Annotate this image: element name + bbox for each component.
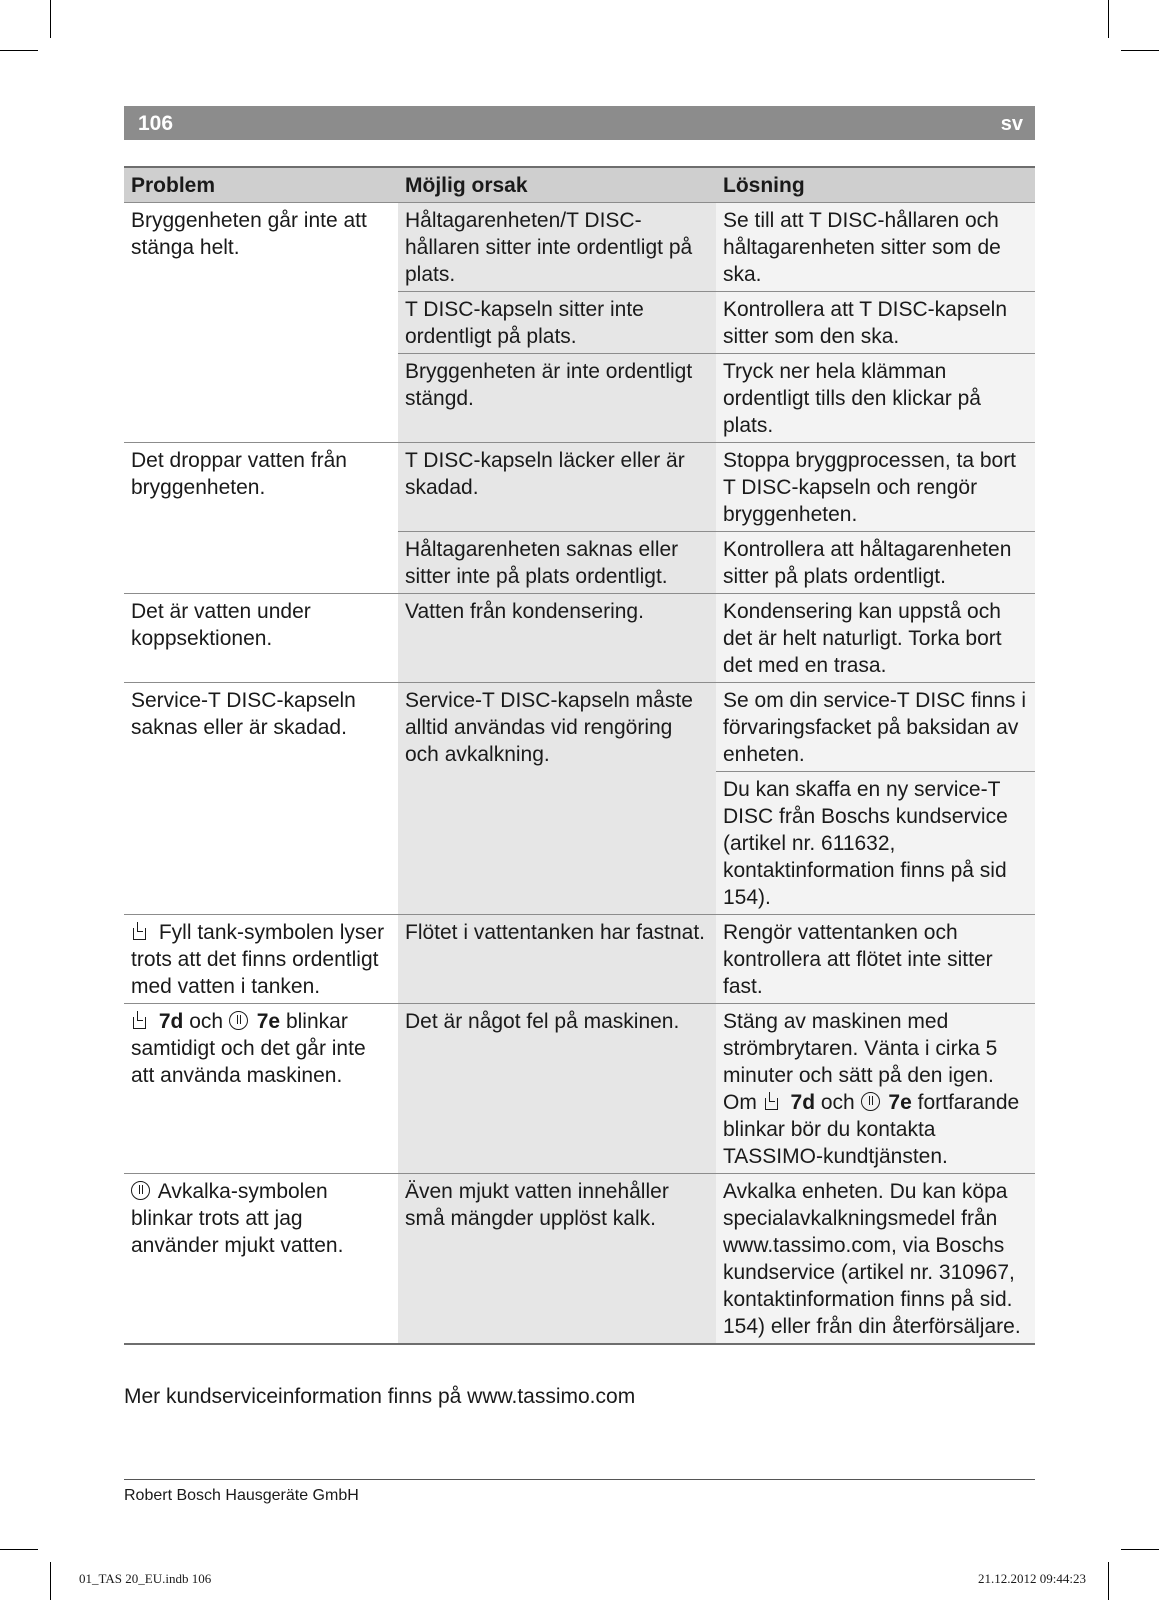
fill-tank-icon [131,1011,150,1030]
cause-cell: T DISC-kapseln läcker eller är skadad. [398,443,716,532]
solution-cell: Kontrollera att T DISC-kapseln sitter som den ska. [716,292,1035,354]
crop-mark [0,1549,38,1550]
language-code: sv [1000,113,1023,135]
crop-mark [1121,1549,1159,1550]
table-row [124,1174,1035,1345]
descale-icon [861,1092,880,1111]
column-header-cause: Möjlig orsak [398,167,716,203]
problem-text: Avkalka-symbolen blinkar trots att jag använder mjukt vatten. [131,1180,344,1257]
problem-cell [124,915,398,1004]
solution-text: fortfarande blinkar bör du kontakta TASSIMO-kundtjänsten. [723,1091,1020,1168]
solution-cell: Avkalka enheten. Du kan köpa specialavkalkningsmedel från www.tassimo.com, via Boschs kundservice (artikel nr. 310967, kontaktinformation finns på sid. 154) eller från din återförsäljare. [716,1174,1035,1345]
table-header-row [124,167,1035,203]
crop-mark [50,0,51,38]
table-row [124,683,1035,772]
crop-mark [1108,1562,1109,1600]
solution-cell: Tryck ner hela klämman ordentligt tills den klickar på plats. [716,354,1035,443]
page-number: 106 [138,112,174,135]
crop-mark [1108,0,1109,38]
problem-cell: Service-T DISC-kapseln saknas eller är skadad. [124,683,398,915]
table-row [124,443,1035,532]
descale-icon [229,1011,248,1030]
error-code: 7e [256,1010,281,1033]
error-code: 7d [158,1010,184,1033]
column-header-problem: Problem [124,167,398,203]
problem-cell [124,1004,398,1174]
problem-text: blinkar samtidigt och det går inte att använda maskinen. [131,1010,366,1087]
problem-cell: Det droppar vatten från bryggenheten. [124,443,398,594]
cause-cell: Håltagarenheten/T DISC-hållaren sitter inte ordentligt på plats. [398,203,716,292]
cause-cell: Vatten från kondensering. [398,594,716,683]
connector-text: och [820,1091,855,1114]
print-slug-file: 01_TAS 20_EU.indb 106 [79,1571,212,1586]
column-header-solution: Lösning [716,167,1035,203]
footer-company: Robert Bosch Hausgeräte GmbH [124,1487,359,1504]
problem-cell [124,1174,398,1345]
cause-cell: Flötet i vattentanken har fastnat. [398,915,716,1004]
connector-text: och [189,1010,224,1033]
solution-cell: Se om din service-T DISC finns i förvaringsfacket på baksidan av enheten. [716,683,1035,772]
solution-cell: Se till att T DISC-hållaren och håltagarenheten sitter som de ska. [716,203,1035,292]
table-row [124,203,1035,292]
problem-cell: Det är vatten under koppsektionen. [124,594,398,683]
troubleshooting-table [124,166,1035,1345]
error-code: 7e [888,1091,912,1114]
solution-cell: Rengör vattentanken och kontrollera att flötet inte sitter fast. [716,915,1035,1004]
crop-mark [0,50,38,51]
crop-mark [1121,50,1159,51]
footer-divider [124,1479,1035,1480]
crop-mark [50,1562,51,1600]
fill-tank-icon [763,1092,782,1111]
solution-cell: Stoppa bryggprocessen, ta bort T DISC-kapseln och rengör bryggenheten. [716,443,1035,532]
page-header-bar [124,106,1035,140]
solution-cell [716,1004,1035,1174]
problem-cell: Bryggenheten går inte att stänga helt. [124,203,398,443]
solution-text: Stäng av maskinen med strömbrytaren. Vänta i cirka 5 minuter och sätt på den igen. Om [723,1010,998,1114]
solution-cell: Kontrollera att håltagarenheten sitter på plats ordentligt. [716,532,1035,594]
cause-cell: Det är något fel på maskinen. [398,1004,716,1174]
problem-text: Fyll tank-symbolen lyser trots att det finns ordentligt med vatten i tanken. [131,921,385,998]
table-row [124,915,1035,1004]
cause-cell: Bryggenheten är inte ordentligt stängd. [398,354,716,443]
cause-cell: T DISC-kapseln sitter inte ordentligt på plats. [398,292,716,354]
descale-icon [131,1181,150,1200]
cause-cell: Även mjukt vatten innehåller små mängder upplöst kalk. [398,1174,716,1345]
customer-service-note: Mer kundserviceinformation finns på www.tassimo.com [124,1385,636,1408]
solution-cell: Du kan skaffa en ny service-T DISC från Boschs kundservice (artikel nr. 611632, kontaktinformation finns på sid 154). [716,772,1035,915]
cause-cell: Service-T DISC-kapseln måste alltid användas vid rengöring och avkalkning. [398,683,716,915]
cause-cell: Håltagarenheten saknas eller sitter inte på plats ordentligt. [398,532,716,594]
table-row [124,1004,1035,1174]
fill-tank-icon [131,922,150,941]
error-code: 7d [790,1091,816,1114]
print-slug-date: 21.12.2012 09:44:23 [978,1571,1086,1586]
solution-cell: Kondensering kan uppstå och det är helt naturligt. Torka bort det med en trasa. [716,594,1035,683]
table-row [124,594,1035,683]
